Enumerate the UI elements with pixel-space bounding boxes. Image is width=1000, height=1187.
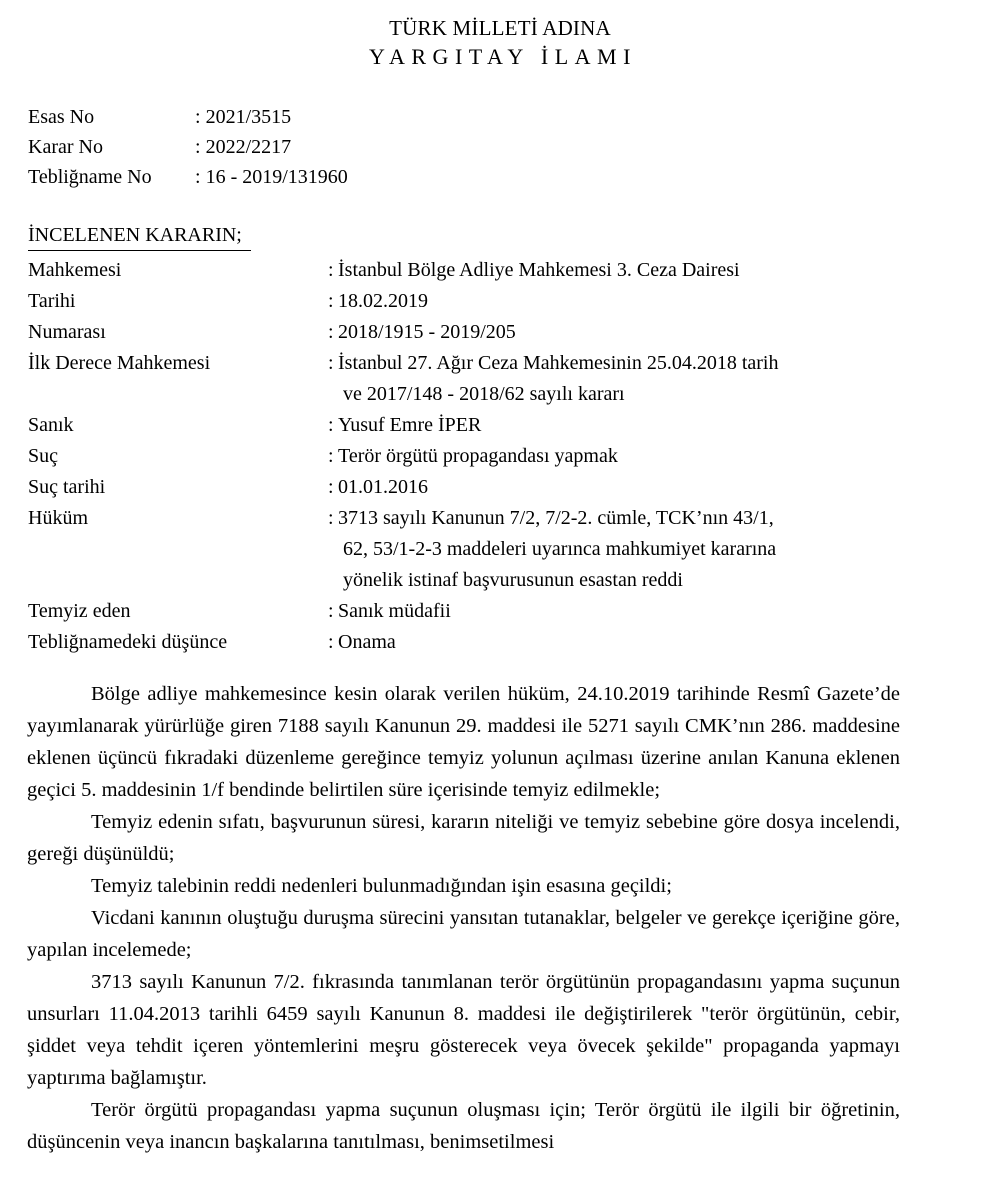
decision-detail-value: İstanbul Bölge Adliye Mahkemesi 3. Ceza Dairesi: [338, 259, 740, 281]
reference-value: 16 - 2019/131960: [205, 166, 348, 188]
decision-detail-row: [28, 286, 1000, 317]
decision-detail-value-continuation: yönelik istinaf başvurusunun esastan reddi: [343, 569, 683, 591]
reference-row: [28, 162, 1000, 192]
decision-detail-label: Mahkemesi: [28, 259, 122, 281]
reference-colon: :: [195, 106, 201, 128]
decision-detail-value: 3713 sayılı Kanunun 7/2, 7/2-2. cümle, TCK’nın 43/1,: [338, 507, 774, 529]
body-paragraph: Bölge adliye mahkemesince kesin olarak verilen hüküm, 24.10.2019 tarihinde Resmî Gazete’de yayımlanarak yürürlüğe giren 7188 sayılı Kanunun 29. maddesi ile 5271 sayılı CMK’nın 286. maddesine eklenen üçüncü fıkradaki düzenleme gereğince temyiz yolunun açılması üzerine anılan Kanuna eklenen geçici 5. maddesinin 1/f bendinde belirtilen süre içerisinde temyiz edilmekle;: [27, 683, 900, 801]
decision-detail-value: İstanbul 27. Ağır Ceza Mahkemesinin 25.04.2018 tarih: [338, 352, 779, 374]
body-text-block: [27, 678, 900, 1158]
decision-detail-label: Temyiz eden: [28, 600, 131, 622]
decision-detail-colon: :: [328, 507, 334, 529]
decision-detail-value-continuation: ve 2017/148 - 2018/62 sayılı kararı: [343, 383, 625, 405]
body-paragraph: 3713 sayılı Kanunun 7/2. fıkrasında tanımlanan terör örgütünün propagandasını yapma suçunun unsurları 11.04.2013 tarihli 6459 sayılı Kanunun 8. maddesi ile değiştirilerek "terör örgütünün, cebir, şiddet veya tehdit içeren yöntemlerini meşru gösterecek veya övecek şekilde" propaganda yapmayı yaptırıma bağlamıştır.: [27, 971, 900, 1089]
body-paragraph: Terör örgütü propagandası yapma suçunun oluşması için; Terör örgütü ile ilgili bir öğretinin, düşüncenin veya inancın başkalarına tanıtılması, benimsetilmesi: [27, 1099, 900, 1153]
section-heading-examined-decision: İNCELENEN KARARIN;: [28, 222, 251, 251]
decision-detail-value: 01.01.2016: [338, 476, 428, 498]
decision-detail-colon: :: [328, 445, 334, 467]
reference-label: Karar No: [28, 136, 103, 158]
decision-detail-label: Suç: [28, 445, 58, 467]
decision-detail-colon: :: [328, 476, 334, 498]
decision-detail-row: [28, 596, 1000, 627]
reference-label: Esas No: [28, 106, 95, 128]
decision-detail-label: Tarihi: [28, 290, 76, 312]
document-title-court: YARGITAY İLAMI: [369, 44, 637, 69]
body-paragraph: Temyiz talebinin reddi nedenleri bulunmadığından işin esasına geçildi;: [91, 875, 672, 897]
decision-detail-block: [0, 255, 1000, 658]
document-title-nation: TÜRK MİLLETİ ADINA: [389, 16, 611, 40]
decision-detail-colon: :: [328, 414, 334, 436]
body-paragraph: Vicdani kanının oluştuğu duruşma sürecini yansıtan tutanaklar, belgeler ve gerekçe içeriğine göre, yapılan incelemede;: [27, 907, 900, 961]
decision-detail-label: Sanık: [28, 414, 74, 436]
decision-detail-row: [28, 255, 1000, 286]
decision-detail-label: Tebliğnamedeki düşünce: [28, 631, 228, 653]
reference-value: 2021/3515: [205, 106, 292, 128]
reference-label: Tebliğname No: [28, 166, 152, 188]
reference-value: 2022/2217: [205, 136, 292, 158]
decision-detail-value: Terör örgütü propagandası yapmak: [338, 445, 618, 467]
reference-block: [0, 102, 1000, 192]
decision-detail-colon: :: [328, 290, 334, 312]
decision-detail-row: [28, 627, 1000, 658]
decision-detail-label: Suç tarihi: [28, 476, 106, 498]
decision-detail-row: [28, 441, 1000, 472]
decision-detail-colon: :: [328, 600, 334, 622]
decision-detail-label: Hüküm: [28, 507, 88, 529]
reference-colon: :: [195, 136, 201, 158]
decision-detail-value: Sanık müdafii: [338, 600, 451, 622]
decision-detail-colon: :: [328, 631, 334, 653]
document-header: [0, 0, 1000, 72]
decision-detail-row: [28, 503, 1000, 534]
decision-detail-value: 2018/1915 - 2019/205: [338, 321, 516, 343]
decision-detail-colon: :: [328, 259, 334, 281]
decision-detail-row: [28, 472, 1000, 503]
decision-detail-row: [28, 348, 1000, 379]
decision-detail-colon: :: [328, 321, 334, 343]
decision-detail-row: [28, 317, 1000, 348]
decision-detail-value: 18.02.2019: [338, 290, 428, 312]
decision-detail-row: [28, 410, 1000, 441]
reference-row: [28, 132, 1000, 162]
decision-detail-colon: :: [328, 352, 334, 374]
decision-detail-label: Numarası: [28, 321, 106, 343]
body-paragraph: Temyiz edenin sıfatı, başvurunun süresi, kararın niteliği ve temyiz sebebine göre dosya incelendi, gereği düşünüldü;: [27, 811, 900, 865]
decision-detail-value-continuation: 62, 53/1-2-3 maddeleri uyarınca mahkumiyet kararına: [343, 538, 777, 560]
reference-colon: :: [195, 166, 201, 188]
decision-detail-value: Onama: [338, 631, 396, 653]
decision-detail-label: İlk Derece Mahkemesi: [28, 352, 211, 374]
reference-row: [28, 102, 1000, 132]
decision-detail-value: Yusuf Emre İPER: [338, 414, 482, 436]
